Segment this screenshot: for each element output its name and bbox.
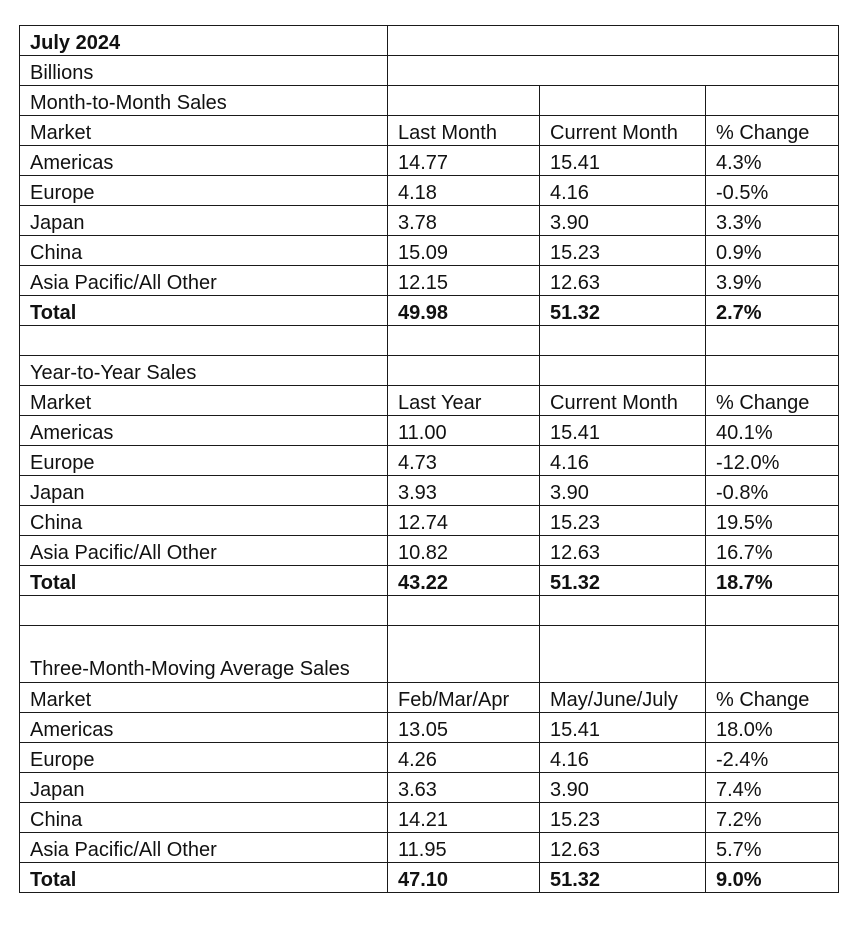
value-cell: 15.41 — [540, 713, 706, 743]
total-change: 9.0% — [706, 863, 839, 893]
change-cell: 7.2% — [706, 803, 839, 833]
value-cell: 3.90 — [540, 773, 706, 803]
empty-cell — [706, 596, 839, 626]
market-cell: Americas — [20, 416, 388, 446]
total-label: Total — [20, 863, 388, 893]
section-title: Three-Month-Moving Average Sales — [20, 626, 388, 683]
units-filler — [388, 56, 839, 86]
value-cell: 3.90 — [540, 206, 706, 236]
column-header-row — [20, 386, 839, 416]
market-cell: Europe — [20, 446, 388, 476]
value-cell: 4.16 — [540, 446, 706, 476]
market-cell: Japan — [20, 206, 388, 236]
empty-cell — [388, 626, 540, 683]
market-cell: China — [20, 803, 388, 833]
section-title-row — [20, 356, 839, 386]
total-label: Total — [20, 566, 388, 596]
value-cell: 12.15 — [388, 266, 540, 296]
change-cell: -0.8% — [706, 476, 839, 506]
table-row — [20, 206, 839, 236]
total-row — [20, 296, 839, 326]
change-cell: -2.4% — [706, 743, 839, 773]
value-cell: 3.63 — [388, 773, 540, 803]
market-cell: Americas — [20, 713, 388, 743]
change-cell: 40.1% — [706, 416, 839, 446]
table-row — [20, 176, 839, 206]
value-cell: 15.41 — [540, 146, 706, 176]
total-value: 51.32 — [540, 566, 706, 596]
column-header: Market — [20, 386, 388, 416]
total-value: 49.98 — [388, 296, 540, 326]
column-header: Last Year — [388, 386, 540, 416]
value-cell: 12.63 — [540, 266, 706, 296]
column-header: Market — [20, 116, 388, 146]
value-cell: 12.63 — [540, 833, 706, 863]
total-value: 47.10 — [388, 863, 540, 893]
change-cell: -0.5% — [706, 176, 839, 206]
value-cell: 3.78 — [388, 206, 540, 236]
change-cell: 18.0% — [706, 713, 839, 743]
value-cell: 15.41 — [540, 416, 706, 446]
table-row — [20, 713, 839, 743]
value-cell: 15.09 — [388, 236, 540, 266]
value-cell: 4.16 — [540, 743, 706, 773]
column-header: Current Month — [540, 116, 706, 146]
section-title-row — [20, 86, 839, 116]
market-cell: Asia Pacific/All Other — [20, 833, 388, 863]
table-row — [20, 773, 839, 803]
value-cell: 10.82 — [388, 536, 540, 566]
market-cell: Japan — [20, 773, 388, 803]
change-cell: 0.9% — [706, 236, 839, 266]
total-value: 51.32 — [540, 296, 706, 326]
total-change: 18.7% — [706, 566, 839, 596]
table-row — [20, 743, 839, 773]
column-header: Current Month — [540, 386, 706, 416]
empty-cell — [20, 596, 388, 626]
empty-cell — [540, 86, 706, 116]
market-cell: Europe — [20, 743, 388, 773]
table-row — [20, 803, 839, 833]
column-header-row — [20, 116, 839, 146]
empty-cell — [388, 86, 540, 116]
empty-cell — [540, 626, 706, 683]
total-value: 43.22 — [388, 566, 540, 596]
spacer-row — [20, 596, 839, 626]
section-title-row — [20, 626, 839, 683]
column-header: % Change — [706, 116, 839, 146]
column-header-row — [20, 683, 839, 713]
value-cell: 14.21 — [388, 803, 540, 833]
column-header: May/June/July — [540, 683, 706, 713]
total-value: 51.32 — [540, 863, 706, 893]
value-cell: 11.95 — [388, 833, 540, 863]
report-title: July 2024 — [20, 26, 388, 56]
change-cell: 7.4% — [706, 773, 839, 803]
total-label: Total — [20, 296, 388, 326]
change-cell: 19.5% — [706, 506, 839, 536]
value-cell: 11.00 — [388, 416, 540, 446]
change-cell: -12.0% — [706, 446, 839, 476]
units-label: Billions — [20, 56, 388, 86]
change-cell: 4.3% — [706, 146, 839, 176]
column-header: % Change — [706, 683, 839, 713]
value-cell: 14.77 — [388, 146, 540, 176]
empty-cell — [388, 596, 540, 626]
sales-table — [19, 25, 839, 893]
value-cell: 3.90 — [540, 476, 706, 506]
table-row — [20, 536, 839, 566]
column-header: Feb/Mar/Apr — [388, 683, 540, 713]
empty-cell — [540, 356, 706, 386]
total-row — [20, 863, 839, 893]
sales-table-body — [20, 26, 839, 893]
empty-cell — [706, 356, 839, 386]
section-title: Year-to-Year Sales — [20, 356, 388, 386]
change-cell: 3.9% — [706, 266, 839, 296]
value-cell: 12.74 — [388, 506, 540, 536]
table-row — [20, 146, 839, 176]
table-row — [20, 416, 839, 446]
table-row — [20, 506, 839, 536]
column-header: % Change — [706, 386, 839, 416]
section-title: Month-to-Month Sales — [20, 86, 388, 116]
market-cell: Japan — [20, 476, 388, 506]
empty-cell — [706, 86, 839, 116]
value-cell: 4.18 — [388, 176, 540, 206]
empty-cell — [706, 626, 839, 683]
value-cell: 4.26 — [388, 743, 540, 773]
table-row — [20, 446, 839, 476]
market-cell: China — [20, 236, 388, 266]
table-row — [20, 476, 839, 506]
empty-cell — [388, 326, 540, 356]
value-cell: 12.63 — [540, 536, 706, 566]
empty-cell — [20, 326, 388, 356]
value-cell: 4.73 — [388, 446, 540, 476]
report-title-filler — [388, 26, 839, 56]
change-cell: 16.7% — [706, 536, 839, 566]
units-row — [20, 56, 839, 86]
market-cell: China — [20, 506, 388, 536]
empty-cell — [540, 596, 706, 626]
market-cell: Asia Pacific/All Other — [20, 536, 388, 566]
empty-cell — [540, 326, 706, 356]
report-title-row — [20, 26, 839, 56]
spacer-row — [20, 326, 839, 356]
column-header: Last Month — [388, 116, 540, 146]
market-cell: Asia Pacific/All Other — [20, 266, 388, 296]
total-change: 2.7% — [706, 296, 839, 326]
table-row — [20, 833, 839, 863]
market-cell: Europe — [20, 176, 388, 206]
change-cell: 5.7% — [706, 833, 839, 863]
value-cell: 4.16 — [540, 176, 706, 206]
value-cell: 15.23 — [540, 236, 706, 266]
value-cell: 3.93 — [388, 476, 540, 506]
empty-cell — [388, 356, 540, 386]
value-cell: 15.23 — [540, 803, 706, 833]
market-cell: Americas — [20, 146, 388, 176]
table-row — [20, 266, 839, 296]
column-header: Market — [20, 683, 388, 713]
total-row — [20, 566, 839, 596]
value-cell: 13.05 — [388, 713, 540, 743]
value-cell: 15.23 — [540, 506, 706, 536]
change-cell: 3.3% — [706, 206, 839, 236]
empty-cell — [706, 326, 839, 356]
table-row — [20, 236, 839, 266]
